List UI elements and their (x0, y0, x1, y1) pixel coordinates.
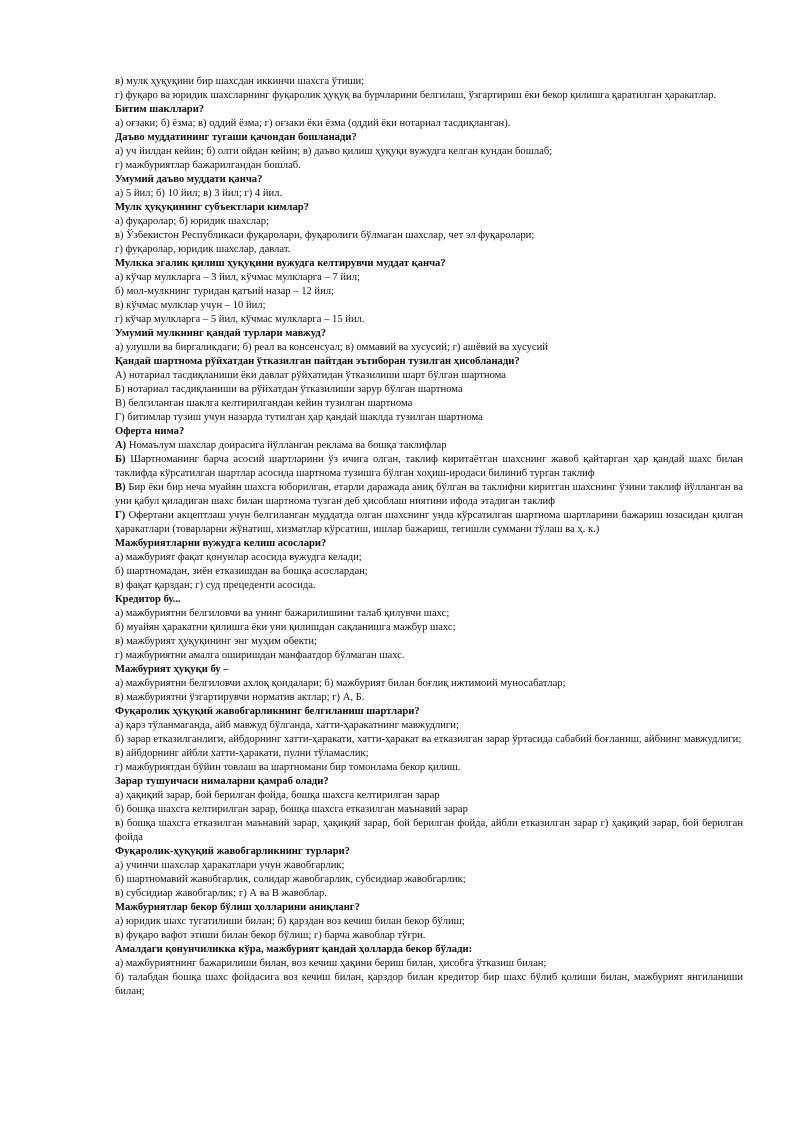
question-heading: Қандай шартнома рўйхатдан ўтказилган пайтдан эътиборан тузилган ҳисобланади? (115, 356, 520, 367)
answer-line: а) улушли ва биргаликдаги; б) реал ва консенсуал; в) оммавий ва хусусий; г) ашёвий ва хусусий (115, 342, 548, 353)
answer-line (115, 453, 743, 481)
answer-line: г) кўчар мулкларга – 5 йил, кўчмас мулкларга – 15 йил. (115, 314, 365, 325)
answer-line: г) мажбуриятлар бажарилгандан бошлаб. (115, 160, 301, 171)
answer-line: в) мажбуриятни ўзгартирувчи норматив актлар; г) А, Б. (115, 692, 365, 703)
answer-line: в) фақат қарздан; г) суд прецеденти асосида. (115, 580, 316, 591)
answer-line: в) бошқа шахсга етказилган маънавий зарар, ҳақиқий зарар, бой берилган фойда, айбли етказилган зарар г) ҳақиқий зарар, бой берилган фойда (115, 818, 743, 843)
answer-line: а) оғзаки; б) ёзма; в) оддий ёзма; г) оғзаки ёки ёзма (оддий ёки нотариал тасдиқланган). (115, 118, 511, 129)
answer-line: б) зарар етказилганлиги, айбдорнинг хатти-ҳаракати, хатти-ҳаракат ва етказилган зарар ўртасида сабабий боғланиш, айбнинг мавжудлиги; (115, 734, 742, 745)
question-heading: Амалдаги қонунчиликка кўра, мажбурият қандай ҳолларда бекор бўлади: (115, 944, 473, 955)
answer-line: а) мажбурият фақат қонунлар асосида вужудга келади; (115, 552, 362, 563)
answer-line: а) уч йилдан кейин; б) олти ойдан кейин; в) даъво қилиш ҳуқуқи вужудга келган кундан бошлаб; (115, 146, 553, 157)
question-heading: Фуқаролик-ҳуқуқий жавобгарликнинг турлари? (115, 846, 350, 857)
answer-line: в) фуқаро вафот этиши билан бекор бўлиш; г) барча жавоблар тўғри. (115, 930, 426, 941)
answer-line: г) фуқаролар, юридик шахслар, давлат. (115, 244, 291, 255)
question-heading: Зарар тушунчаси нималарни қамраб олади? (115, 776, 329, 787)
option-text: Номаълум шахслар доирасига йўлланган реклама ва бошқа таклифлар (126, 440, 447, 451)
answer-line: а) фуқаролар; б) юридик шахслар; (115, 216, 270, 227)
option-text: Офертани акцептлаш учун белгиланган муддатда олган шахснинг унда кўрсатилган шартнома шартларини бажариш юзасидан қилган ҳаракатлари (товарларни жўнатиш, хизматлар кўрсатиш, ишлар бажариш, тегишли суммани тўлаш ва ҳ. к.) (115, 510, 743, 535)
answer-line: Б) нотариал тасдиқланиши ва рўйхатдан ўтказилиши зарур бўлган шартнома (115, 384, 463, 395)
answer-line: г) мажбуриятни амалга оширишдан манфаатдор бўлмаган шахс. (115, 650, 405, 661)
question-heading: Мулк ҳуқуқининг субъектлари кимлар? (115, 202, 309, 213)
document-page (115, 75, 743, 999)
answer-line: г) мажбуриятдан бўйин товлаш ва шартномани бир томонлама бекор қилиш. (115, 762, 461, 773)
answer-line: Г) битимлар тузиш учун назарда тутилган ҳар қандай шаклда тузилган шартнома (115, 412, 483, 423)
answer-line: в) Ўзбекистон Республикаси фуқаролари, фуқаролиги бўлмаган шахслар, чет эл фуқаролари; (115, 230, 535, 241)
answer-line: в) субсидиар жавобгарлик; г) А ва В жавоблар. (115, 888, 327, 899)
answer-line: б) бошқа шахсга келтирилган зарар, бошқа шахсга етказилган маънавий зарар (115, 804, 468, 815)
question-heading: Кредитор бу... (115, 594, 181, 605)
answer-line: В) белгиланган шаклга келтирилгандан кейин тузилган шартнома (115, 398, 413, 409)
option-letter: Б) (115, 454, 126, 465)
answer-line: а) мажбуриятни белгиловчи ва унинг бажарилишини талаб қилувчи шахс; (115, 608, 450, 619)
question-heading: Мажбурият ҳуқуқи бу – (115, 664, 229, 675)
question-heading: Мажбуриятлар бекор бўлиш ҳолларини аниқланг? (115, 902, 360, 913)
answer-line: г) фуқаро ва юридик шахсларнинг фуқаролик ҳуқуқ ва бурчларини белгилаш, ўзгартириш ёки бекор қилишга қаратилган ҳаракатлар. (115, 90, 717, 101)
answer-line: б) муайян ҳаракатни қилишга ёки уни қилишдан сақланишга мажбур шахс; (115, 622, 456, 633)
answer-line: А) нотариал тасдиқланиши ёки давлат рўйхатидан ўтказилиши шарт бўлган шартнома (115, 370, 506, 381)
answer-line: в) мулк ҳуқуқини бир шахсдан иккинчи шахсга ўтиши; (115, 76, 365, 87)
answer-line: а) ҳақиқий зарар, бой берилган фойда, бошқа шахсга келтирилган зарар (115, 790, 440, 801)
answer-line: а) кўчар мулкларга – 3 йил, кўчмас мулкларга – 7 йил; (115, 272, 360, 283)
option-text: Шартноманинг барча асосий шартларини ўз ичига олган, таклиф киритаётган шахснинг жавоб қайтарган ҳар қандай шахс билан таклифда кўрсатилган шартлар асосида шартнома тузишга бўлган хоҳиш-иродаси билиниб турган таклиф (115, 454, 743, 479)
answer-line: а) қарз тўланмаганда, айб мавжуд бўлганда, хатти-ҳаракатнинг мавжудлиги; (115, 720, 459, 731)
question-heading: Даъво муддатининг тугаши қачондан бошланади? (115, 132, 357, 143)
question-heading: Умумий даъво муддати қанча? (115, 174, 263, 185)
answer-line: в) кўчмас мулклар учун – 10 йил; (115, 300, 266, 311)
question-heading: Мажбуриятларни вужудга келиш асослари? (115, 538, 327, 549)
answer-line: в) мажбурият ҳуқуқининг энг муҳим обекти; (115, 636, 317, 647)
question-heading: Фуқаролик ҳуқуқий жавобгарликнинг белгиланиш шартлари? (115, 706, 420, 717)
answer-line: б) талабдан бошқа шахс фойдасига воз кечиш билан, қарздор билан кредитор бир шахс бўлиб қолиши билан, мажбурият янгиланиши билан; (115, 972, 743, 997)
answer-line: б) мол-мулкнинг туридан қатъий назар – 12 йил; (115, 286, 335, 297)
option-text: Бир ёки бир неча муайян шахсга юборилган, етарли даражада аниқ бўлган ва таклифни киритган шахснинг ўзини таклиф йўлланган ва уни қабул қиладиган шахс билан шартнома тузган деб ҳисоблаш ниятини ифода этадиган таклиф (115, 482, 743, 507)
question-heading: Оферта нима? (115, 426, 185, 437)
question-heading: Мулкка эгалик қилиш ҳуқуқини вужудга келтирувчи муддат қанча? (115, 258, 446, 269)
answer-line: а) юридик шахс тугатилиши билан; б) қарздан воз кечиш билан бекор бўлиш; (115, 916, 465, 927)
answer-line: в) айбдорнинг айбли хатти-ҳаракати, пулни тўламаслик; (115, 748, 369, 759)
answer-line: б) шартномадан, зиён етказишдан ва бошқа асослардан; (115, 566, 368, 577)
option-letter: Г) (115, 510, 126, 521)
answer-line: а) мажбуриятни белгиловчи ахлоқ қоидалари; б) мажбурият билан боғлиқ ижтимоий муносабатлар; (115, 678, 566, 689)
answer-line: а) учинчи шахслар ҳаракатлари учун жавобгарлик; (115, 860, 345, 871)
answer-line: б) шартномавий жавобгарлик, солидар жавобгарлик, субсидиар жавобгарлик; (115, 874, 466, 885)
question-heading: Битим шакллари? (115, 104, 205, 115)
answer-line: а) 5 йил; б) 10 йил; в) 3 йил; г) 4 йил. (115, 188, 283, 199)
answer-line: а) мажбуриятнинг бажарилиши билан, воз кечиш ҳақини бериш билан, ҳисобга ўтказиш билан; (115, 958, 547, 969)
answer-line (115, 481, 743, 509)
question-heading: Умумий мулкнинг қандай турлари мавжуд? (115, 328, 327, 339)
answer-line (115, 439, 743, 453)
option-letter: А) (115, 440, 127, 451)
option-letter: В) (115, 482, 126, 493)
answer-line (115, 509, 743, 537)
